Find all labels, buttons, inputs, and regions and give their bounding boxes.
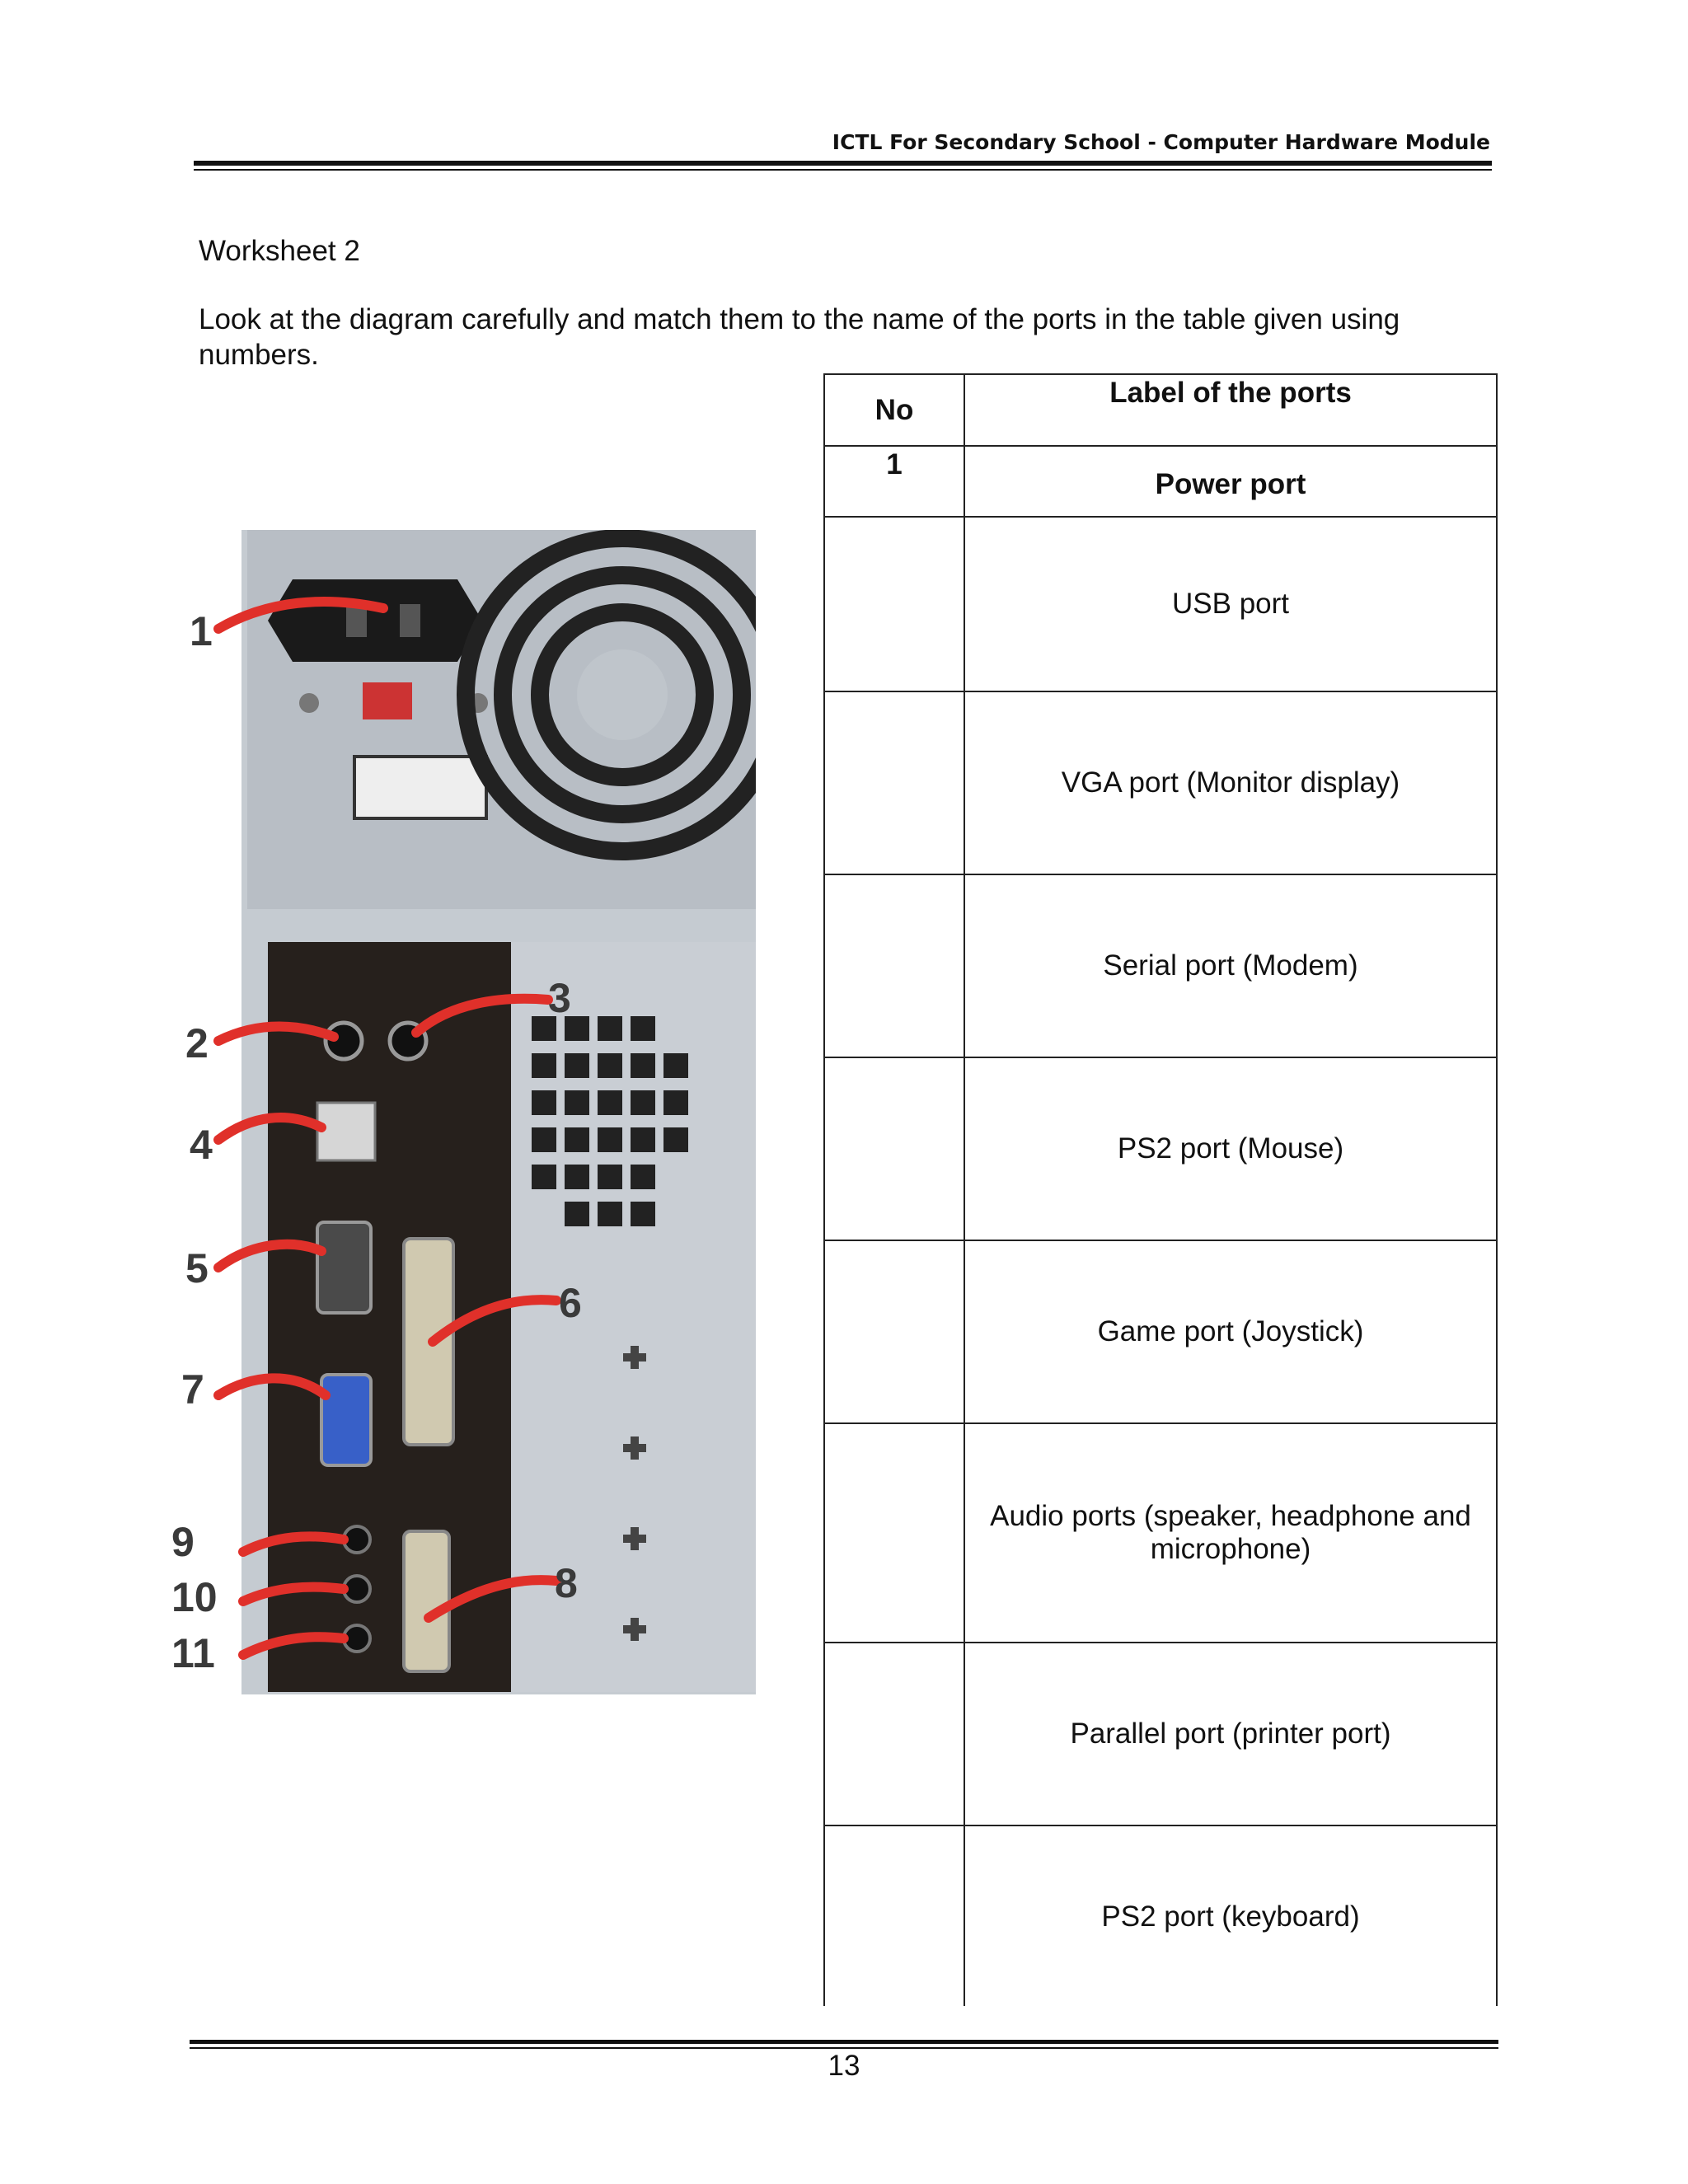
header-rule-thin bbox=[194, 169, 1492, 171]
table-row bbox=[824, 691, 1497, 874]
callout-7: 7 bbox=[181, 1366, 204, 1413]
serial-port-icon bbox=[317, 1222, 371, 1313]
page-number: 13 bbox=[828, 2050, 860, 2082]
header-label: Label of the ports bbox=[964, 374, 1497, 446]
row-number[interactable] bbox=[824, 874, 964, 1057]
header-no: No bbox=[824, 374, 964, 446]
callout-1: 1 bbox=[190, 608, 213, 654]
footer-rule-thin bbox=[190, 2047, 1498, 2049]
row-number[interactable] bbox=[824, 1643, 964, 1825]
callout-10: 10 bbox=[171, 1574, 218, 1620]
table-row bbox=[824, 1825, 1497, 2008]
computer-back-panel-photo bbox=[169, 530, 756, 1694]
row-label: PS2 port (Mouse) bbox=[964, 1057, 1497, 1240]
row-number[interactable] bbox=[824, 1057, 964, 1240]
table-row bbox=[824, 1423, 1497, 1643]
running-header: ICTL For Secondary School - Computer Hardware Module bbox=[832, 130, 1490, 154]
callout-5: 5 bbox=[185, 1245, 209, 1291]
table-cutoff bbox=[816, 2006, 1508, 2039]
usb-port-icon bbox=[317, 1103, 375, 1160]
callout-6: 6 bbox=[559, 1280, 582, 1326]
row-number[interactable] bbox=[824, 517, 964, 691]
row-label: Serial port (Modem) bbox=[964, 874, 1497, 1057]
callout-2: 2 bbox=[185, 1020, 209, 1066]
row-number[interactable] bbox=[824, 1240, 964, 1423]
row-label: Game port (Joystick) bbox=[964, 1240, 1497, 1423]
ports-table bbox=[823, 373, 1498, 2009]
table-row bbox=[824, 874, 1497, 1057]
callout-3: 3 bbox=[548, 975, 571, 1021]
callout-8: 8 bbox=[555, 1560, 578, 1606]
row-label: Power port bbox=[964, 446, 1497, 517]
row-number[interactable] bbox=[824, 691, 964, 874]
worksheet-title: Worksheet 2 bbox=[199, 235, 360, 267]
row-number[interactable] bbox=[824, 1825, 964, 2008]
row-label: PS2 port (keyboard) bbox=[964, 1825, 1497, 2008]
callout-9: 9 bbox=[171, 1519, 195, 1565]
table-header-row bbox=[824, 374, 1497, 446]
row-label: VGA port (Monitor display) bbox=[964, 691, 1497, 874]
row-label: Parallel port (printer port) bbox=[964, 1643, 1497, 1825]
game-port-icon bbox=[404, 1531, 449, 1671]
table-row bbox=[824, 1057, 1497, 1240]
vga-port-icon bbox=[321, 1375, 371, 1465]
row-label: USB port bbox=[964, 517, 1497, 691]
table-row bbox=[824, 517, 1497, 691]
power-socket-icon bbox=[268, 579, 482, 662]
worksheet-instructions: Look at the diagram carefully and match them to the name of the ports in the table given using numbers. bbox=[199, 303, 1400, 371]
table-row bbox=[824, 446, 1497, 517]
row-number[interactable] bbox=[824, 1423, 964, 1643]
row-number[interactable]: 1 bbox=[824, 446, 964, 517]
callout-11: 11 bbox=[171, 1630, 215, 1676]
row-label: Audio ports (speaker, headphone and microphone) bbox=[964, 1423, 1497, 1643]
table-row bbox=[824, 1643, 1497, 1825]
callout-4: 4 bbox=[190, 1122, 213, 1168]
table-row bbox=[824, 1240, 1497, 1423]
footer-rule-thick bbox=[190, 2040, 1498, 2044]
header-rule-thick bbox=[194, 161, 1492, 166]
